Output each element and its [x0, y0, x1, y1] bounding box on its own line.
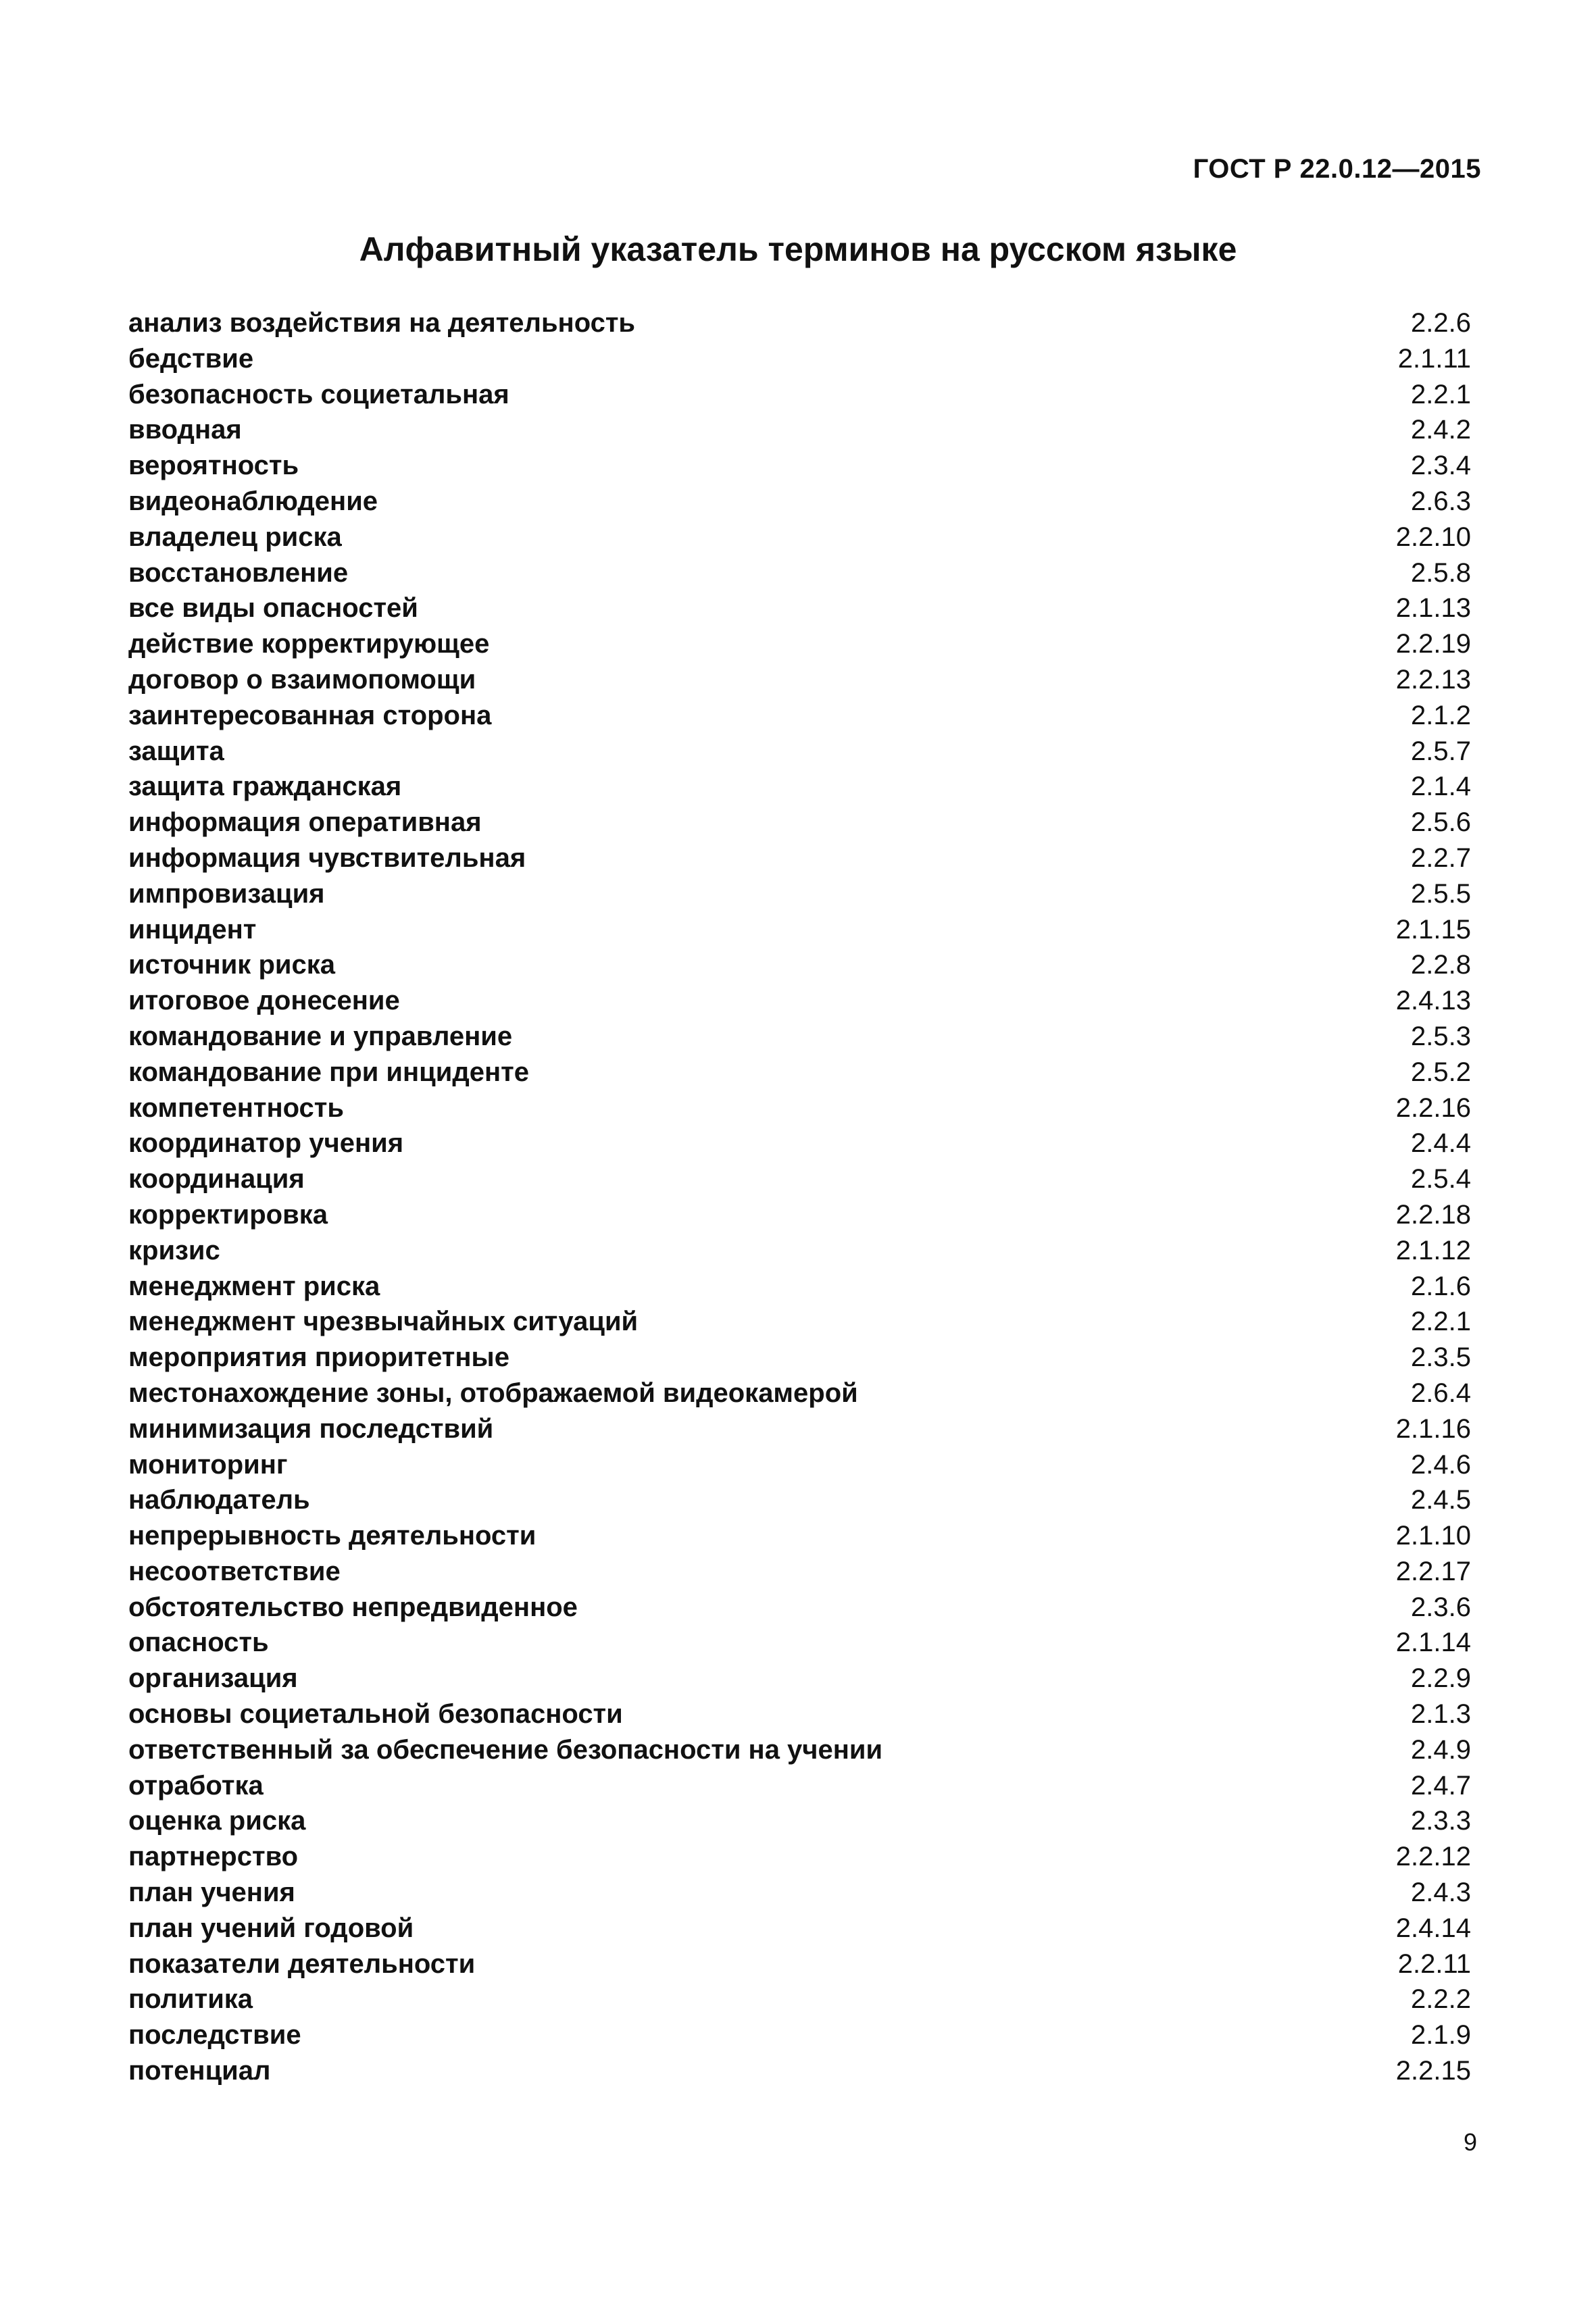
entry-term: оценка риска — [128, 1806, 306, 1836]
entry-reference: 2.5.2 — [1411, 1057, 1471, 1087]
index-entry — [128, 912, 1471, 948]
entry-term: мониторинг — [128, 1449, 288, 1480]
entry-reference: 2.1.4 — [1411, 772, 1471, 802]
entry-reference: 2.2.1 — [1411, 379, 1471, 409]
entry-term: видеонаблюдение — [128, 486, 378, 516]
entry-term: заинтересованная сторона — [128, 700, 492, 730]
entry-term: показатели деятельности — [128, 1948, 476, 1979]
entry-reference: 2.5.5 — [1411, 878, 1471, 909]
index-entry — [128, 876, 1471, 912]
entry-reference: 2.1.10 — [1395, 1521, 1471, 1551]
page-number: 9 — [1463, 2128, 1477, 2156]
entry-term: менеджмент риска — [128, 1271, 380, 1301]
index-entry — [128, 983, 1471, 1019]
index-entry — [128, 1340, 1471, 1376]
entry-reference: 2.1.12 — [1395, 1235, 1471, 1265]
entry-reference: 2.2.12 — [1395, 1842, 1471, 1872]
entry-reference: 2.1.16 — [1395, 1413, 1471, 1444]
entry-reference: 2.5.3 — [1411, 1021, 1471, 1051]
index-entry — [128, 1768, 1471, 1804]
entry-term: компетентность — [128, 1092, 344, 1123]
entry-reference: 2.4.14 — [1395, 1913, 1471, 1943]
entry-term: обстоятельство непредвиденное — [128, 1592, 578, 1622]
entry-term: итоговое донесение — [128, 986, 400, 1016]
entry-reference: 2.2.16 — [1395, 1092, 1471, 1123]
entry-term: основы социетальной безопасности — [128, 1699, 623, 1730]
entry-term: источник риска — [128, 950, 335, 980]
entry-reference: 2.2.1 — [1411, 1307, 1471, 1337]
index-entry — [128, 2053, 1471, 2089]
entry-term: ответственный за обеспечение безопасности на учении — [128, 1734, 883, 1765]
index-entry — [128, 341, 1471, 377]
entry-term: командование и управление — [128, 1021, 513, 1051]
entry-reference: 2.1.9 — [1411, 2020, 1471, 2051]
entry-reference: 2.5.6 — [1411, 807, 1471, 838]
index-entry — [128, 1197, 1471, 1233]
index-entry — [128, 484, 1471, 520]
index-entry — [128, 947, 1471, 983]
entry-reference: 2.4.13 — [1395, 986, 1471, 1016]
entry-term: бедствие — [128, 343, 254, 374]
entry-reference: 2.6.3 — [1411, 486, 1471, 516]
entry-term: защита — [128, 736, 224, 766]
entry-term: импровизация — [128, 878, 325, 909]
index-entry — [128, 626, 1471, 662]
index-entry — [128, 734, 1471, 770]
index-entry — [128, 840, 1471, 876]
term-index-list — [128, 305, 1471, 2089]
entry-reference: 2.2.9 — [1411, 1663, 1471, 1694]
index-entry — [128, 1376, 1471, 1411]
entry-reference: 2.4.5 — [1411, 1485, 1471, 1515]
index-entry — [128, 1803, 1471, 1839]
entry-reference: 2.2.10 — [1395, 522, 1471, 552]
entry-reference: 2.2.19 — [1395, 629, 1471, 659]
index-entry — [128, 1982, 1471, 2017]
index-entry — [128, 1482, 1471, 1518]
index-entry — [128, 1696, 1471, 1732]
entry-reference: 2.3.6 — [1411, 1592, 1471, 1622]
entry-reference: 2.2.17 — [1395, 1556, 1471, 1586]
entry-term: последствие — [128, 2020, 301, 2051]
entry-term: инцидент — [128, 914, 257, 945]
entry-reference: 2.2.13 — [1395, 664, 1471, 695]
index-entry — [128, 1233, 1471, 1269]
entry-reference: 2.2.8 — [1411, 950, 1471, 980]
entry-term: минимизация последствий — [128, 1413, 494, 1444]
entry-reference: 2.5.7 — [1411, 736, 1471, 766]
entry-term: договор о взаимопомощи — [128, 664, 476, 695]
index-entry — [128, 2017, 1471, 2053]
entry-reference: 2.1.11 — [1397, 343, 1471, 374]
entry-reference: 2.4.6 — [1411, 1449, 1471, 1480]
index-entry — [128, 698, 1471, 734]
index-entry — [128, 1126, 1471, 1161]
index-entry — [128, 1875, 1471, 1911]
entry-term: отработка — [128, 1770, 264, 1801]
index-entry — [128, 1839, 1471, 1875]
entry-reference: 2.4.3 — [1411, 1878, 1471, 1908]
entry-term: план учения — [128, 1878, 295, 1908]
entry-term: партнерство — [128, 1842, 299, 1872]
entry-reference: 2.2.7 — [1411, 842, 1471, 873]
entry-term: информация оперативная — [128, 807, 482, 838]
entry-reference: 2.1.6 — [1411, 1271, 1471, 1301]
index-entry — [128, 1090, 1471, 1126]
index-entry — [128, 1447, 1471, 1483]
index-entry — [128, 1911, 1471, 1946]
index-entry — [128, 520, 1471, 555]
entry-term: менеджмент чрезвычайных ситуаций — [128, 1307, 639, 1337]
entry-term: координация — [128, 1164, 305, 1194]
entry-term: корректировка — [128, 1199, 328, 1230]
entry-reference: 2.6.4 — [1411, 1378, 1471, 1408]
entry-reference: 2.1.3 — [1411, 1699, 1471, 1730]
entry-term: безопасность социетальная — [128, 379, 509, 409]
entry-term: командование при инциденте — [128, 1057, 529, 1087]
index-entry — [128, 1946, 1471, 1982]
index-entry — [128, 377, 1471, 413]
entry-term: действие корректирующее — [128, 629, 490, 659]
index-entry — [128, 769, 1471, 805]
entry-term: непрерывность деятельности — [128, 1521, 537, 1551]
index-entry — [128, 1019, 1471, 1055]
entry-reference: 2.2.11 — [1397, 1948, 1471, 1979]
entry-reference: 2.1.14 — [1395, 1628, 1471, 1658]
entry-reference: 2.5.4 — [1411, 1164, 1471, 1194]
entry-reference: 2.2.18 — [1395, 1199, 1471, 1230]
entry-term: защита гражданская — [128, 772, 402, 802]
entry-reference: 2.3.3 — [1411, 1806, 1471, 1836]
index-entry — [128, 1732, 1471, 1768]
index-entry — [128, 1554, 1471, 1590]
index-entry — [128, 1161, 1471, 1197]
entry-reference: 2.4.2 — [1411, 415, 1471, 445]
index-entry — [128, 662, 1471, 698]
index-entry — [128, 1304, 1471, 1340]
entry-term: восстановление — [128, 557, 349, 588]
entry-reference: 2.4.7 — [1411, 1770, 1471, 1801]
entry-term: все виды опасностей — [128, 593, 418, 624]
index-entry — [128, 805, 1471, 840]
index-entry — [128, 555, 1471, 591]
entry-reference: 2.3.4 — [1411, 451, 1471, 481]
entry-reference: 2.4.4 — [1411, 1128, 1471, 1159]
entry-term: кризис — [128, 1235, 220, 1265]
entry-reference: 2.1.15 — [1395, 914, 1471, 945]
entry-reference: 2.2.6 — [1411, 308, 1471, 338]
page-title: Алфавитный указатель терминов на русском языке — [359, 230, 1237, 268]
entry-term: координатор учения — [128, 1128, 404, 1159]
index-entry — [128, 448, 1471, 484]
entry-term: опасность — [128, 1628, 269, 1658]
entry-term: наблюдатель — [128, 1485, 310, 1515]
index-entry — [128, 1055, 1471, 1090]
entry-term: потенциал — [128, 2056, 271, 2086]
index-entry — [128, 1411, 1471, 1447]
index-entry — [128, 590, 1471, 626]
entry-reference: 2.5.8 — [1411, 557, 1471, 588]
entry-reference: 2.1.2 — [1411, 700, 1471, 730]
entry-term: план учений годовой — [128, 1913, 414, 1943]
entry-reference: 2.2.15 — [1395, 2056, 1471, 2086]
entry-reference: 2.3.5 — [1411, 1342, 1471, 1373]
entry-term: организация — [128, 1663, 298, 1694]
entry-reference: 2.2.2 — [1411, 1984, 1471, 2015]
entry-term: анализ воздействия на деятельность — [128, 308, 636, 338]
entry-term: вероятность — [128, 451, 299, 481]
entry-term: вводная — [128, 415, 242, 445]
entry-term: местонахождение зоны, отображаемой видеокамерой — [128, 1378, 858, 1408]
entry-term: владелец риска — [128, 522, 342, 552]
index-entry — [128, 1661, 1471, 1696]
entry-reference: 2.1.13 — [1395, 593, 1471, 624]
index-entry — [128, 305, 1471, 341]
index-entry — [128, 1518, 1471, 1554]
entry-term: политика — [128, 1984, 253, 2015]
document-code: ГОСТ Р 22.0.12—2015 — [1193, 154, 1481, 184]
entry-term: мероприятия приоритетные — [128, 1342, 509, 1373]
index-entry — [128, 1625, 1471, 1661]
index-entry — [128, 1590, 1471, 1626]
entry-reference: 2.4.9 — [1411, 1734, 1471, 1765]
entry-term: информация чувствительная — [128, 842, 526, 873]
entry-term: несоответствие — [128, 1556, 341, 1586]
index-entry — [128, 412, 1471, 448]
index-entry — [128, 1269, 1471, 1305]
